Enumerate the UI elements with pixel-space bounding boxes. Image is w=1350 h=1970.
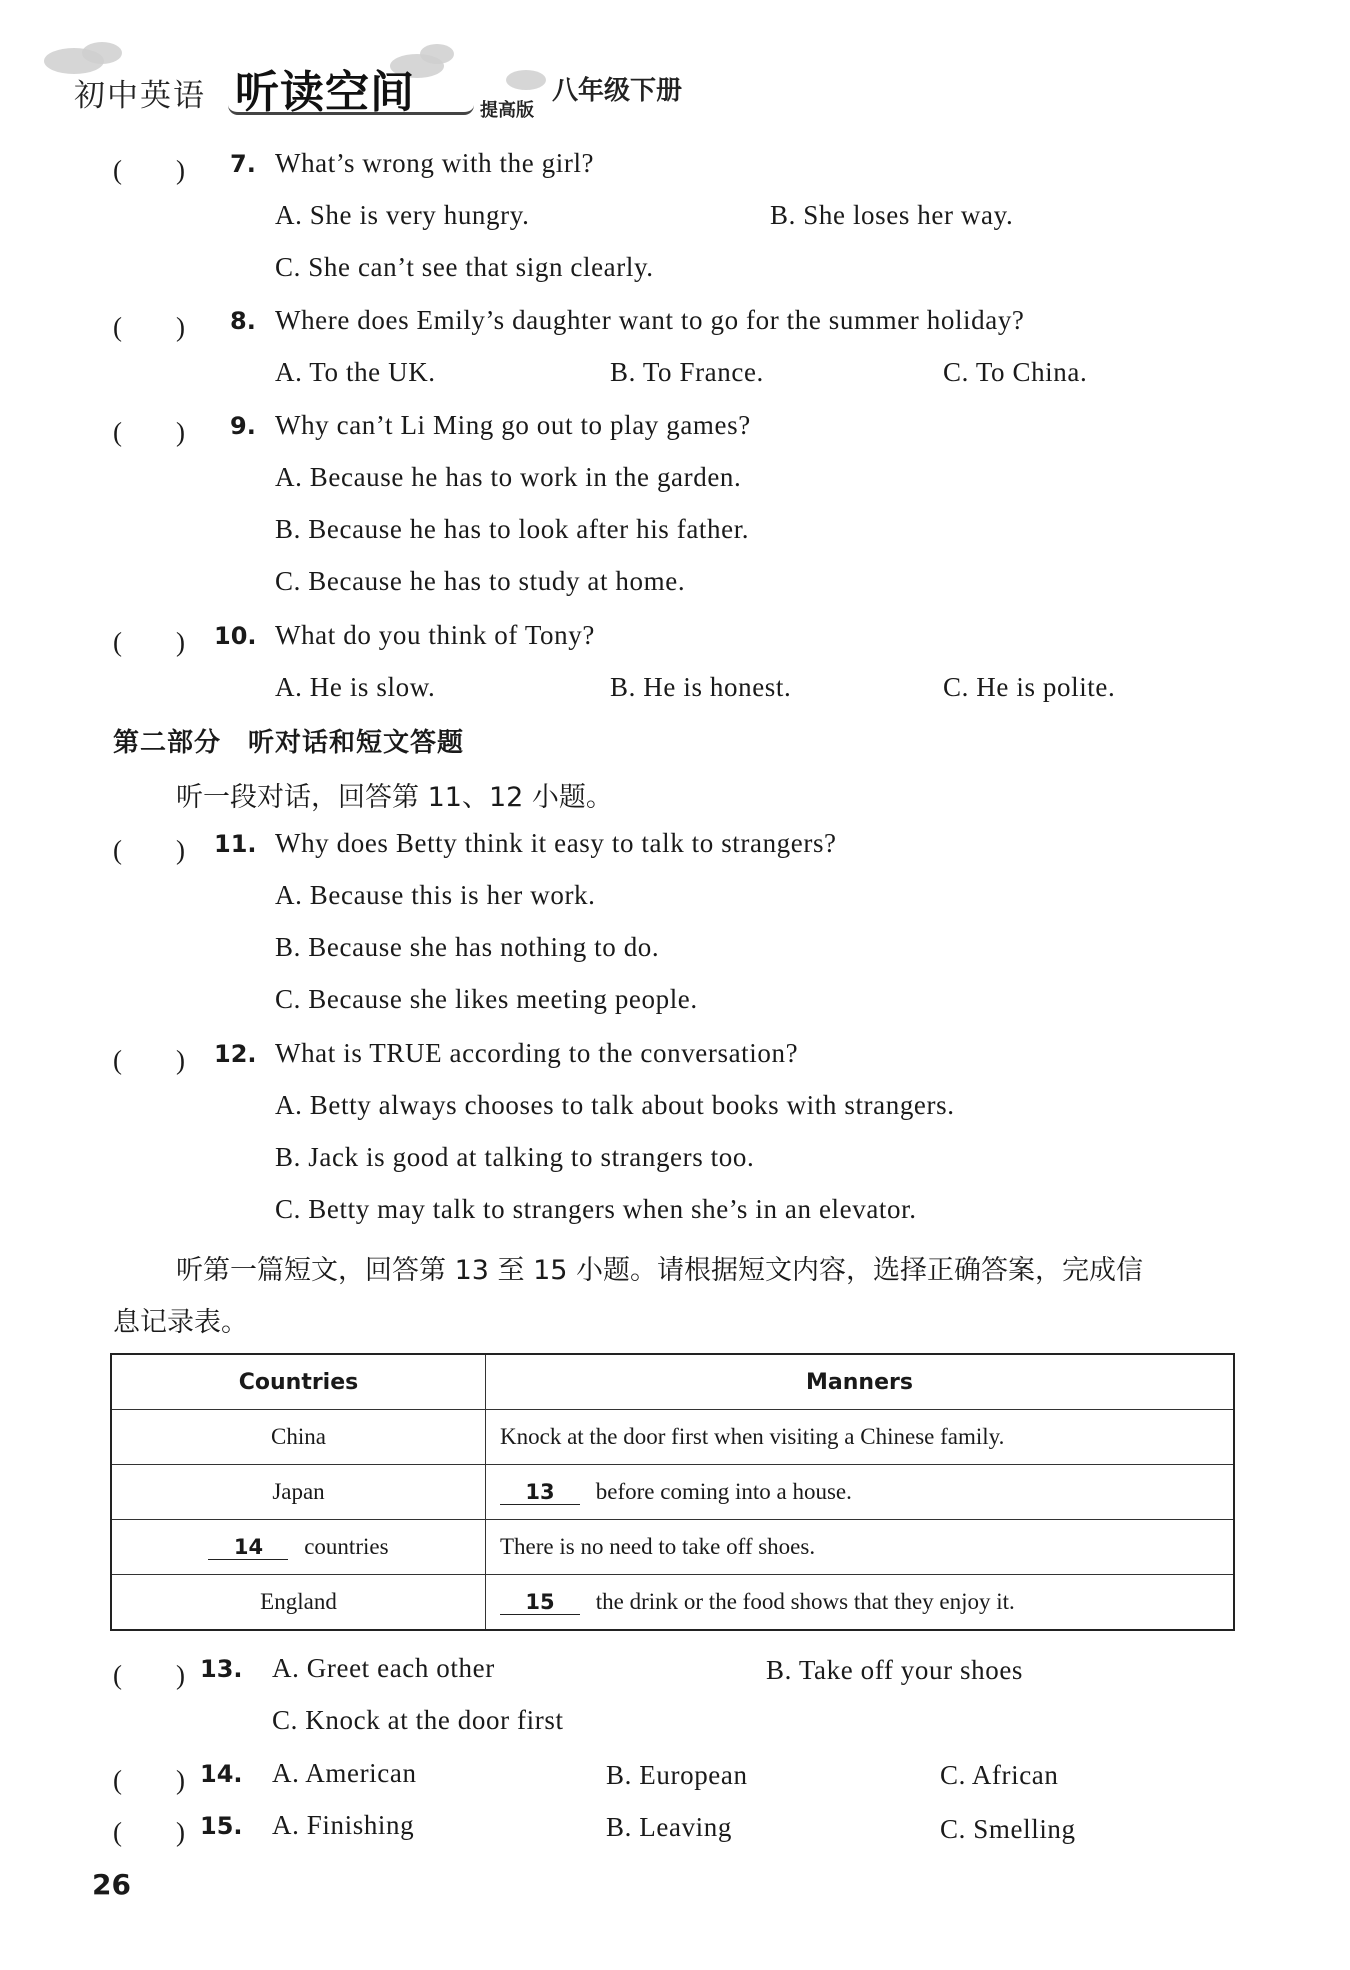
option-a: A. To the UK. [275,357,436,387]
passage-instruction: 听第一篇短文，回答第 13 至 15 小题。请根据短文内容，选择正确答案，完成信 [176,1255,1144,1286]
answer-blank: ( ) [113,417,185,447]
fill-blank-15: 15 [500,1590,580,1615]
option-b: B. He is honest. [610,672,792,702]
cloud-decoration [506,70,546,90]
option-c: C. African [940,1760,1059,1790]
question-stem: Where does Emily’s daughter want to go for the summer holiday? [275,305,1025,335]
answer-blank: ( ) [113,155,185,185]
answer-blank: ( ) [113,627,185,657]
country-suffix: countries [304,1534,389,1559]
option-a: A. He is slow. [275,672,436,702]
table-row [111,1465,1234,1520]
question-stem: What do you think of Tony? [275,620,595,650]
option-a: A. Finishing [272,1810,415,1840]
question-number: 15. [200,1812,243,1840]
question-number: 14. [200,1760,243,1788]
fill-blank-13: 13 [500,1480,580,1505]
passage-instruction-cont: 息记录表。 [113,1307,248,1338]
option-c: C. She can’t see that sign clearly. [275,252,654,282]
question-number: 9. [230,412,256,440]
grade-label: 八年级下册 [552,76,683,106]
option-a: A. American [272,1758,417,1788]
option-b: B. To France. [610,357,764,387]
option-c: C. Smelling [940,1814,1076,1844]
question-stem: What is TRUE according to the conversation? [275,1038,799,1068]
option-b: B. She loses her way. [770,200,1014,230]
manner-cell: There is no need to take off shoes. [486,1520,1235,1575]
column-header-countries: Countries [111,1354,486,1410]
section-heading: 第二部分 听对话和短文答题 [113,728,465,758]
fill-blank-14: 14 [208,1535,288,1560]
manner-cell: Knock at the door first when visiting a Chinese family. [486,1410,1235,1465]
question-stem: Why does Betty think it easy to talk to strangers? [275,828,837,858]
dialogue-instruction: 听一段对话，回答第 11、12 小题。 [176,782,613,813]
option-b: B. Because he has to look after his father. [275,514,750,544]
option-c: C. Because she likes meeting people. [275,984,698,1014]
question-number: 7. [230,150,256,178]
country-cell: China [111,1410,486,1465]
answer-blank: ( ) [113,1817,185,1847]
option-a: A. Because this is her work. [275,880,596,910]
question-number: 12. [214,1040,257,1068]
option-c: C. He is polite. [943,672,1116,702]
question-number: 8. [230,307,256,335]
option-c: C. Betty may talk to strangers when she’s in an elevator. [275,1194,917,1224]
manner-cell [486,1575,1235,1631]
question-number: 11. [214,830,257,858]
option-a: A. Betty always chooses to talk about books with strangers. [275,1090,955,1120]
cloud-decoration [82,42,122,64]
column-header-manners: Manners [486,1354,1235,1410]
answer-blank: ( ) [113,1045,185,1075]
option-a: A. Because he has to work in the garden. [275,462,742,492]
manner-text: the drink or the food shows that they enjoy it. [595,1589,1015,1614]
edition-label: 提高版 [480,100,534,121]
manner-text: before coming into a house. [595,1479,852,1504]
option-a: A. She is very hungry. [275,200,530,230]
option-b: B. Because she has nothing to do. [275,932,660,962]
option-b: B. Take off your shoes [766,1655,1024,1685]
country-cell: Japan [111,1465,486,1520]
option-c: C. Because he has to study at home. [275,566,686,596]
page-header [60,40,1160,130]
question-number: 10. [214,622,257,650]
table-row [111,1575,1234,1631]
question-stem: What’s wrong with the girl? [275,148,595,178]
series-title: 初中英语 [74,78,206,114]
table-header-row [111,1354,1234,1410]
option-b: B. Jack is good at talking to strangers too. [275,1142,755,1172]
table-row [111,1520,1234,1575]
country-cell: England [111,1575,486,1631]
option-b: B. Leaving [606,1812,732,1842]
table-row [111,1410,1234,1465]
answer-blank: ( ) [113,1765,185,1795]
option-c: C. Knock at the door first [272,1705,564,1735]
option-c: C. To China. [943,357,1088,387]
page-number: 26 [92,1868,131,1901]
answer-blank: ( ) [113,835,185,865]
country-cell [111,1520,486,1575]
answer-blank: ( ) [113,312,185,342]
brand-logo: 听读空间 [235,67,415,118]
option-b: B. European [606,1760,748,1790]
option-a: A. Greet each other [272,1653,495,1683]
answer-blank: ( ) [113,1660,185,1690]
manner-cell [486,1465,1235,1520]
info-record-table [110,1353,1235,1631]
question-stem: Why can’t Li Ming go out to play games? [275,410,751,440]
question-number: 13. [200,1655,243,1683]
